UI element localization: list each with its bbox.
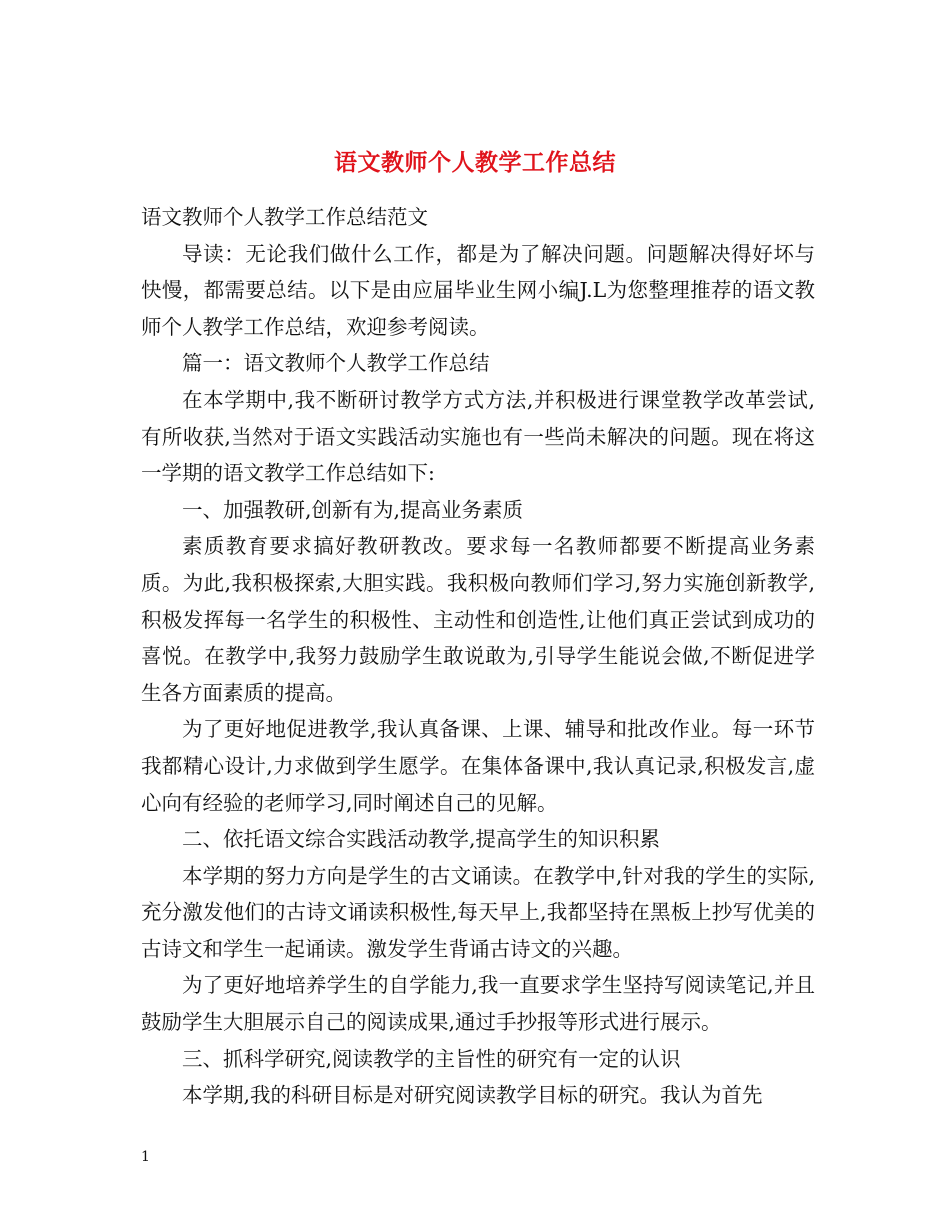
body-paragraph: 本学期的努力方向是学生的古文诵读。在教学中,针对我的学生的实际,充分激发他们的古诗文诵读积极性,每天早上,我都坚持在黑板上抄写优美的古诗文和学生一起诵读。激发学生背诵古诗文的兴趣。	[141, 863, 815, 961]
body-paragraph: 素质教育要求搞好教研教改。要求每一名教师都要不断提高业务素质。为此,我积极探索,大胆实践。我积极向教师们学习,努力实施创新教学,积极发挥每一名学生的积极性、主动性和创造性,让他们真正尝试到成功的喜悦。在教学中,我努力鼓励学生敢说敢为,引导学生能说会做,不断促进学生各方面素质的提高。	[141, 534, 815, 705]
section-heading: 三、抓科学研究,阅读教学的主旨性的研究有一定的认识	[182, 1046, 681, 1071]
document-body	[141, 199, 815, 1114]
body-paragraph: 在本学期中,我不断研讨教学方式方法,并积极进行课堂教学改革尝试,有所收获,当然对于语文实践活动实施也有一些尚未解决的问题。现在将这一学期的语文教学工作总结如下:	[141, 387, 815, 486]
section-heading: 一、加强教研,创新有为,提高业务素质	[182, 497, 524, 522]
section-heading: 篇一：语文教师个人教学工作总结	[182, 351, 490, 376]
body-paragraph: 本学期,我的科研目标是对研究阅读教学目标的研究。我认为首先	[182, 1083, 763, 1108]
subtitle-paragraph: 语文教师个人教学工作总结范文	[141, 205, 428, 229]
intro-paragraph: 导读：无论我们做什么工作，都是为了解决问题。问题解决得好坏与快慢，都需要总结。以下是由应届毕业生网小编J.L为您整理推荐的语文教师个人教学工作总结，欢迎参考阅读。	[141, 241, 815, 339]
body-paragraph: 为了更好地促进教学,我认真备课、上课、辅导和批改作业。每一环节我都精心设计,力求做到学生愿学。在集体备课中,我认真记录,积极发言,虚心向有经验的老师学习,同时阐述自己的见解。	[141, 717, 815, 815]
page-number: 1	[141, 1149, 150, 1165]
section-heading: 二、依托语文综合实践活动教学,提高学生的知识积累	[182, 827, 661, 852]
body-paragraph: 为了更好地培养学生的自学能力,我一直要求学生坚持写阅读笔记,并且鼓励学生大胆展示自己的阅读成果,通过手抄报等形式进行展示。	[141, 973, 815, 1035]
document-title: 语文教师个人教学工作总结	[334, 149, 616, 177]
